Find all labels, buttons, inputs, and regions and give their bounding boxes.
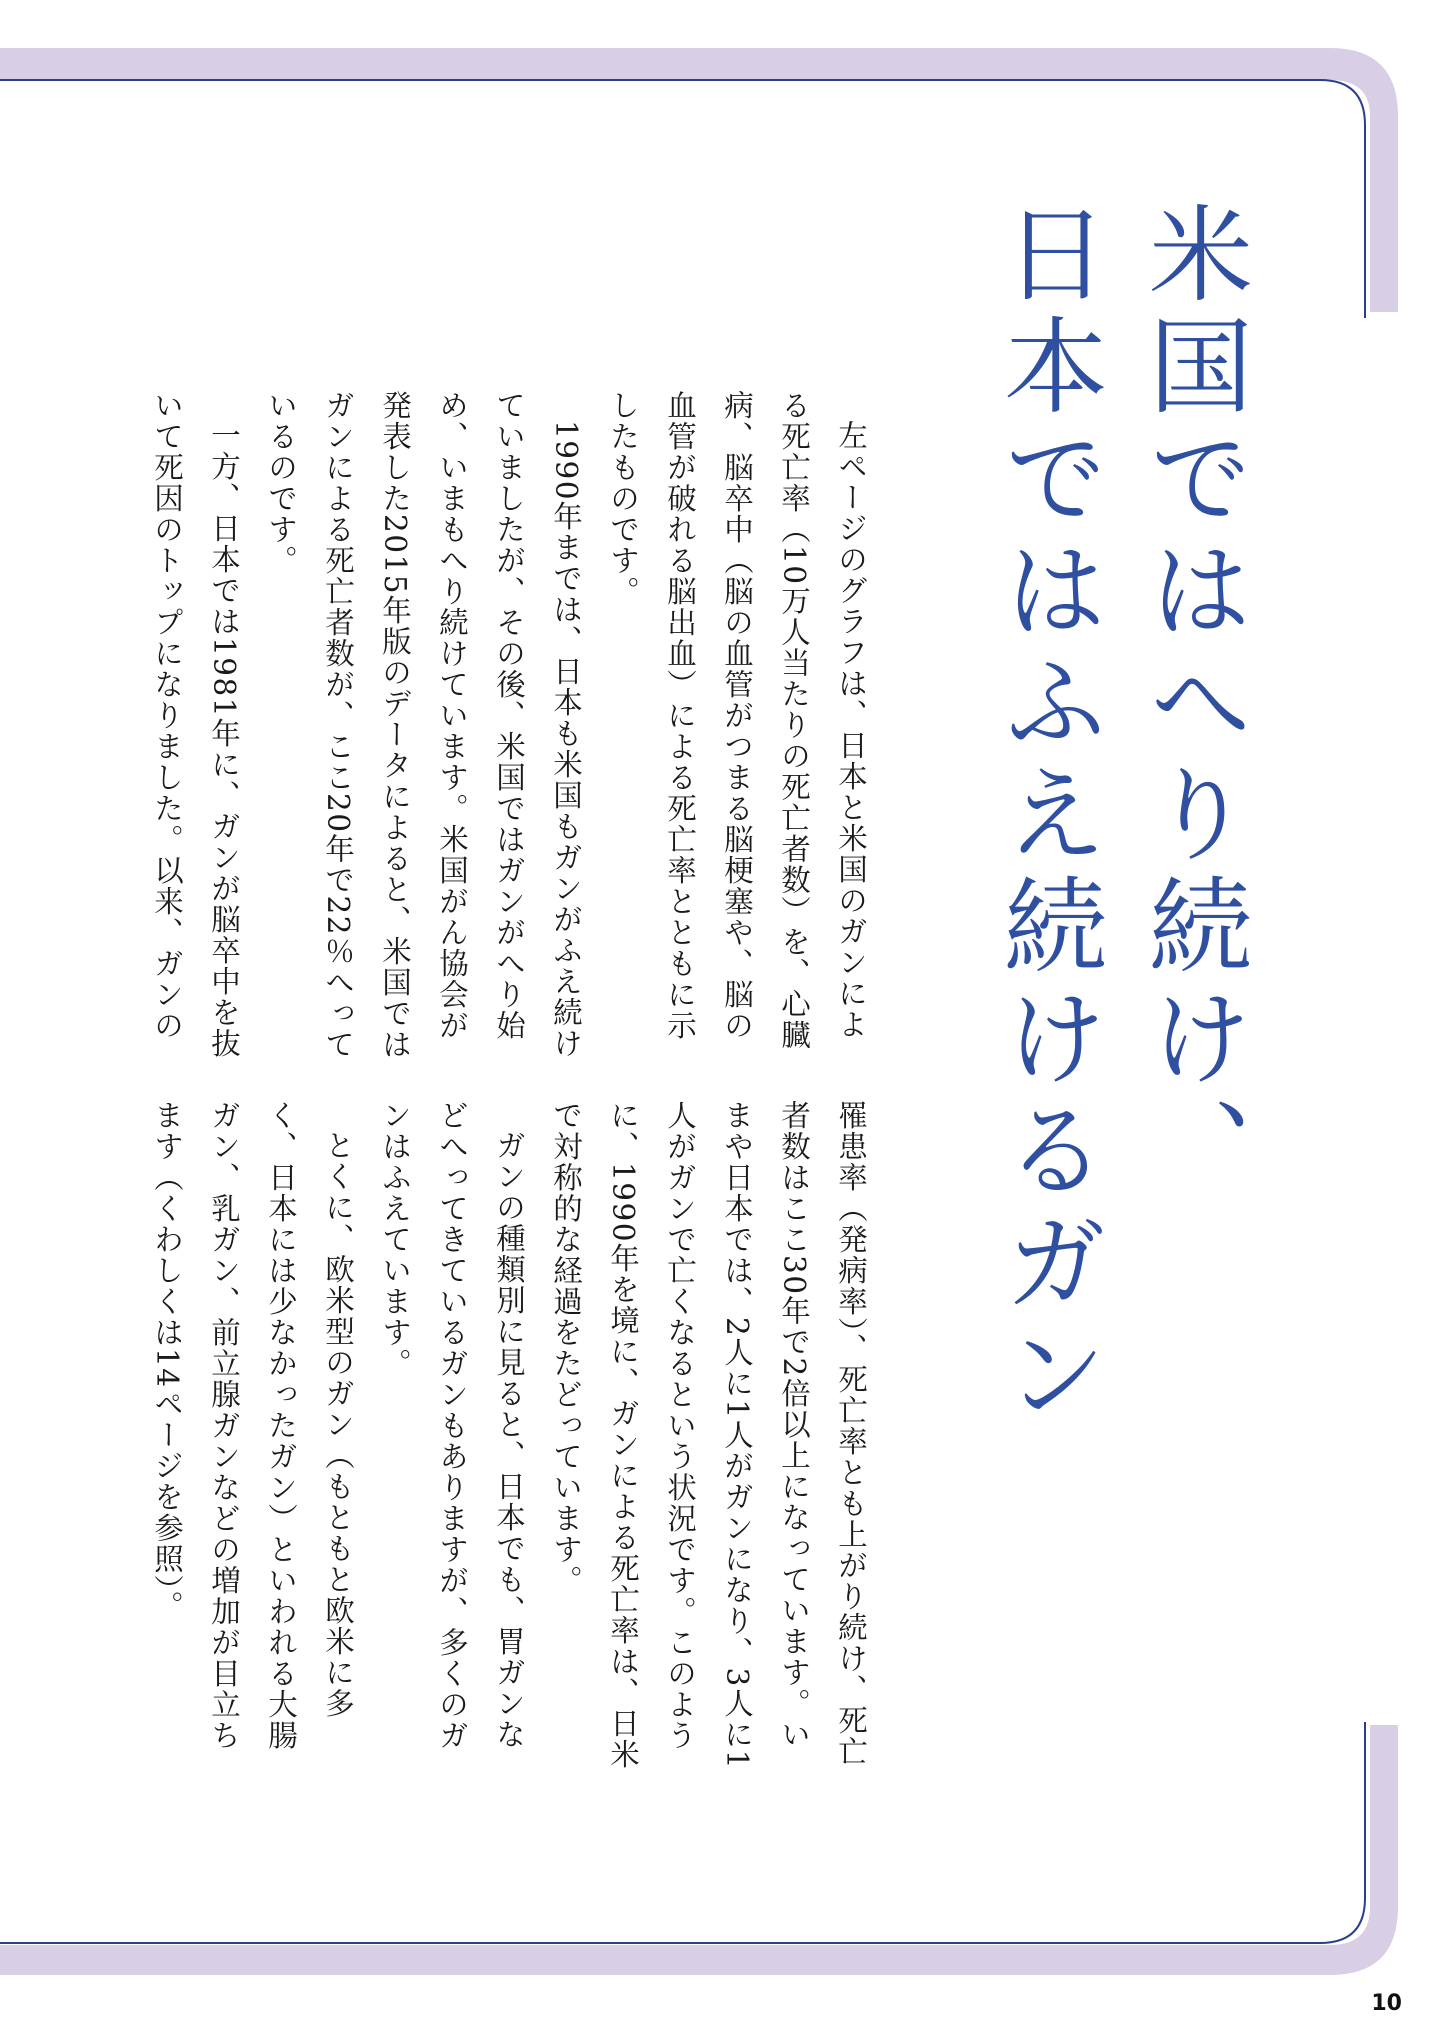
paragraph: 1990年までは、日本も米国もガンがふえ続けていましたが、その後、米国ではガンがへり始め、いまもへり続けています。米国がん協会が発表した2015年版のデータによると、米国ではガンによる死亡者数が、ここ20年で22％へっているのです。: [264, 390, 583, 1061]
paragraph: ガンの種類別に見ると、日本でも、胃ガンなどへってきているガンもありますが、多くのガンはふえています。: [378, 1100, 526, 1751]
lower-text-block: [99, 1100, 879, 1780]
paragraph: 一方、日本では1981年に、ガンが脳卒中を抜いて死因のトップになりました。以来、ガンの: [150, 390, 241, 1059]
paragraph: 罹患率（発病率）、死亡率とも上がり続け、死亡者数はここ30年で2倍以上になっています。いまや日本では、2人に1人がガンになり、3人に1人がガンで亡くなるという状況です。このように、1990年を境に、ガンによる死亡率は、日米で対称的な経過をたどっています。: [549, 1100, 868, 1771]
paragraph: 左ページのグラフは、日本と米国のガンによる死亡率（10万人当たりの死亡者数）を、心臓病、脳卒中（脳の血管がつまる脳梗塞や、脳の血管が破れる脳出血）による死亡率とともに示したものです。: [606, 390, 868, 1051]
page-number: 10: [1371, 1991, 1402, 2016]
paragraph: とくに、欧米型のガン（もともと欧米に多く、日本には少なかったガン）といわれる大腸ガン、乳ガン、前立腺ガンなどの増加が目立ちます（くわしくは14ページを参照）。: [150, 1100, 355, 1751]
headline-line-1: 米国ではへり続け、: [1131, 200, 1253, 1208]
upper-text-block: [19, 390, 879, 1070]
headline-line-2: 日本ではふえ続けるガン: [986, 200, 1108, 1432]
